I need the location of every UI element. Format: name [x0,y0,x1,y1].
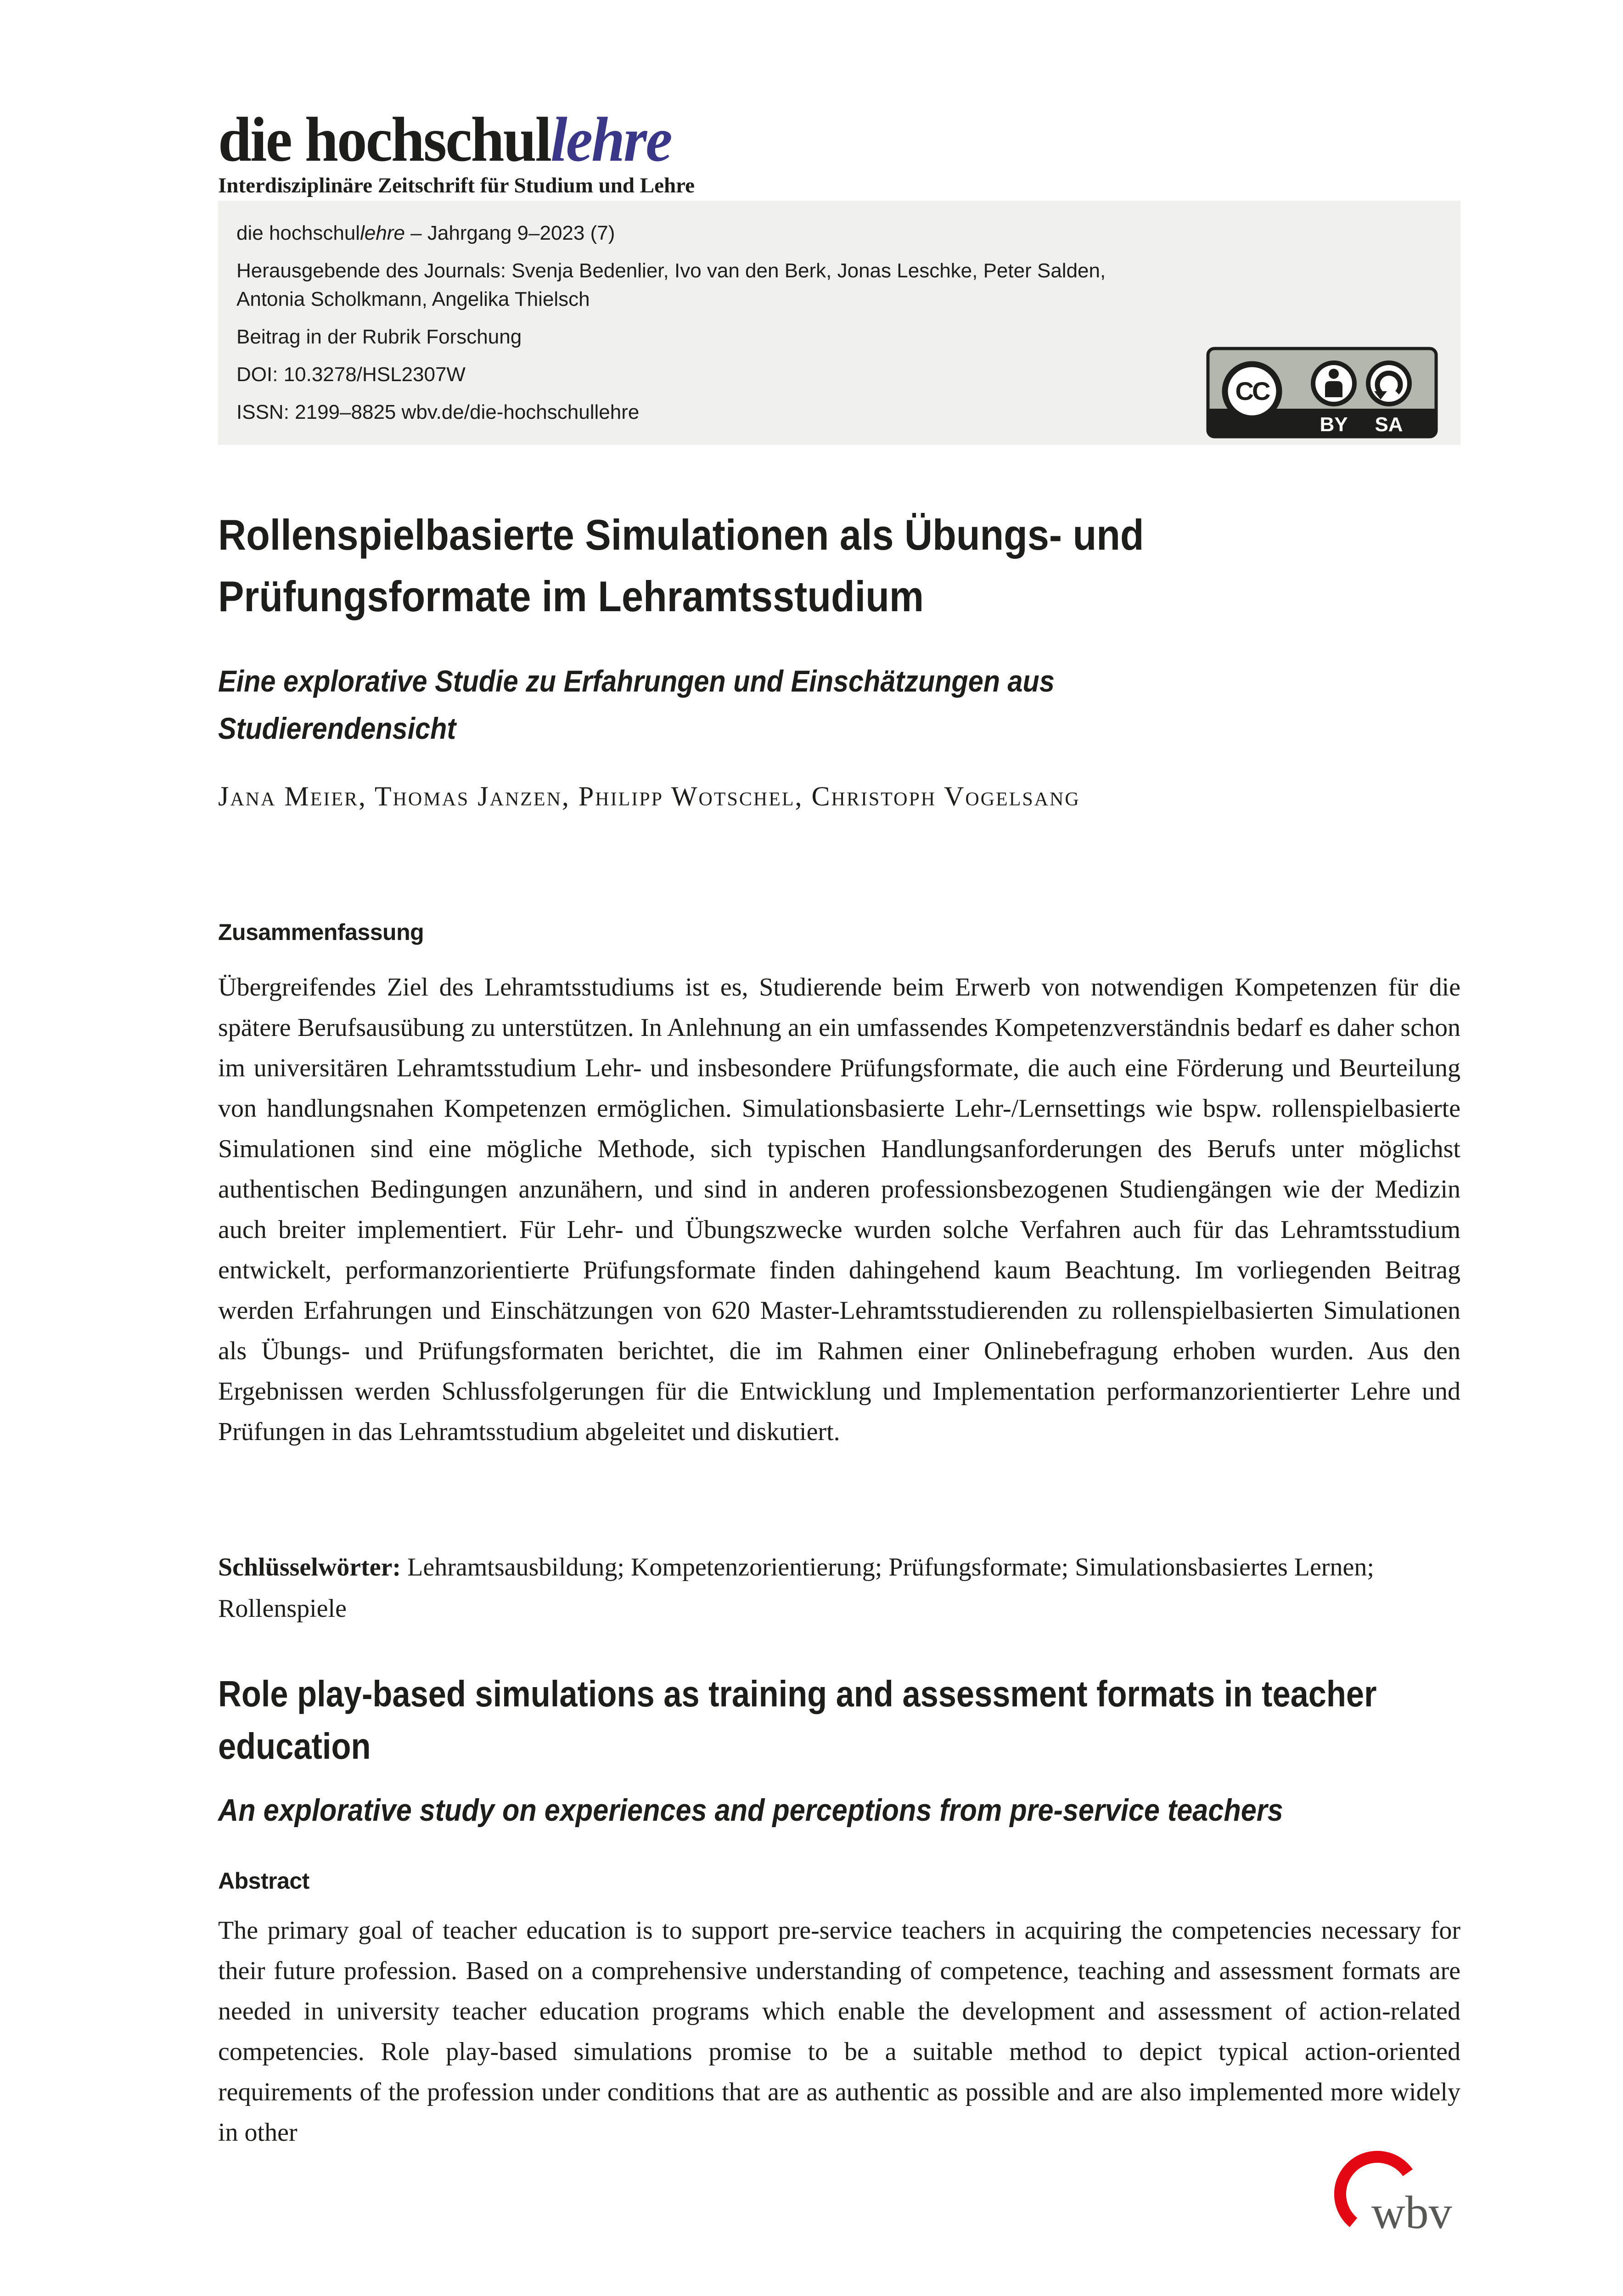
abstract-de-heading: Zusammenfassung [218,919,424,945]
cc-by-sa-badge [1206,347,1438,439]
keywords-de-label: Schlüsselwörter: [218,1553,401,1581]
sa-arrow-icon [1368,363,1410,404]
journal-logo [218,104,1398,174]
issn-line: ISSN: 2199–8825 wbv.de/die-hochschullehre [236,401,640,423]
wbv-publisher-logo [1329,2149,1453,2241]
abstract-en-text: The primary goal of teacher education is to support pre-service teachers in acquiring the competencies necessary for their future profession. Based on a comprehensive understanding of competence, teaching and assessment formats are needed in university teacher education programs which enable the development and assessment of action-related competencies. Role play-based simulations promise to be a suitable method to depict typical action-oriented requirements of the profession under conditions that are as authentic as possible and are also implemented more widely in other [218,1916,1460,2147]
issue-italic: lehre [360,222,405,244]
wbv-logo-graphic [1329,2149,1453,2241]
issue-suffix: – Jahrgang 9–2023 (7) [404,222,615,244]
journal-logo-accent-part: lehre [550,104,671,174]
abstract-de-text: Übergreifendes Ziel des Lehramtsstudiums ist es, Studierende beim Erwerb von notwendigen Kompetenzen für die spätere Berufsausübung zu unterstützen. In Anlehnung an ein umfassendes Kompetenzverständnis bedarf es daher schon im universitären Lehramtsstudium Lehr- und insbesondere Prüfungsformate, die auch eine Förderung und Beurteilung von handlungsnahen Kompetenzen ermöglichen. Simulationsbasierte Lehr-/Lernsettings wie bspw. rollenspielbasierte Simulationen sind eine mögliche Methode, sich typischen Handlungsanforderungen des Berufs unter möglichst authentischen Bedingungen anzunähern, und sind in anderen professionsbezogenen Studiengängen wie der Medizin auch breiter implementiert. Für Lehr- und Übungszwecke wurden solche Verfahren auch für das Lehramtsstudium entwickelt, performanzorientierte Prüfungsformate finden dahingehend kaum Beachtung. Im vorliegenden Beitrag werden Erfahrungen und Einschätzungen von 620 Master-Lehramtsstudierenden zu rollenspielbasierten Simulationen als Übungs- und Prüfungsformaten berichtet, die im Rahmen einer Onlinebefragung erhoben wurden. Aus den Ergebnissen werden Schlussfolgerungen für die Entwicklung und Implementation performanzorientierter Lehre und Prüfungen in das Lehramtsstudium abgeleitet und diskutiert. [218,973,1460,1446]
cc-icon [1225,364,1279,418]
article-subtitle-de-line2: Studierendensicht [218,711,456,745]
article-subtitle-en [218,1787,1460,1833]
article-subtitle-de-line1: Eine explorative Studie zu Erfahrungen und Einschätzungen aus [218,664,1055,698]
article-subtitle-de [218,658,1460,752]
article-title-en-line2: education [218,1726,371,1767]
article-title-en [218,1668,1460,1773]
issue-line [236,219,1442,248]
masthead [218,104,1460,198]
article-title-de [218,504,1460,627]
wbv-logo-text: wbv [1371,2187,1452,2239]
meta-box [218,201,1460,445]
article-title-en-line1: Role play-based simulations as training and assessment formats in teacher [218,1673,1377,1714]
editors-line: Herausgebende des Journals: Svenja Bedenlier, Ivo van den Berk, Jonas Leschke, Peter Salden, Antonia Scholkmann, Angelika Thielsch [236,259,1106,310]
rubric-line: Beitrag in der Rubrik Forschung [236,326,522,348]
cc-by-sa-badge-graphic [1206,347,1438,439]
authors-line: Jana Meier, Thomas Janzen, Philipp Wotschel, Christoph Vogelsang [218,781,1080,811]
doi-line: DOI: 10.3278/HSL2307W [236,363,466,386]
article-title-de-line2: Prüfungsformate im Lehramtsstudium [218,572,924,620]
abstract-en-heading: Abstract [218,1868,309,1894]
article-subtitle-en-line1: An explorative study on experiences and perceptions from pre-service teachers [218,1793,1283,1828]
by-person-icon [1313,363,1354,404]
journal-logo-subtitle: Interdisziplinäre Zeitschrift für Studium und Lehre [218,174,695,197]
svg-text:CC: CC [1235,377,1269,405]
issue-prefix: die hochschul [236,222,360,244]
badge-sa-label: SA [1375,413,1403,436]
keywords-de-list: Lehramtsausbildung; Kompetenzorientierung; Prüfungsformate; Simulationsbasiertes Lernen; Rollenspiele [218,1553,1374,1623]
article-title-de-line1: Rollenspielbasierte Simulationen als Übungs- und [218,511,1144,559]
journal-logo-black-part: die hochschul [218,104,551,174]
keywords-de [218,1547,1460,1629]
badge-by-label: BY [1320,413,1348,436]
